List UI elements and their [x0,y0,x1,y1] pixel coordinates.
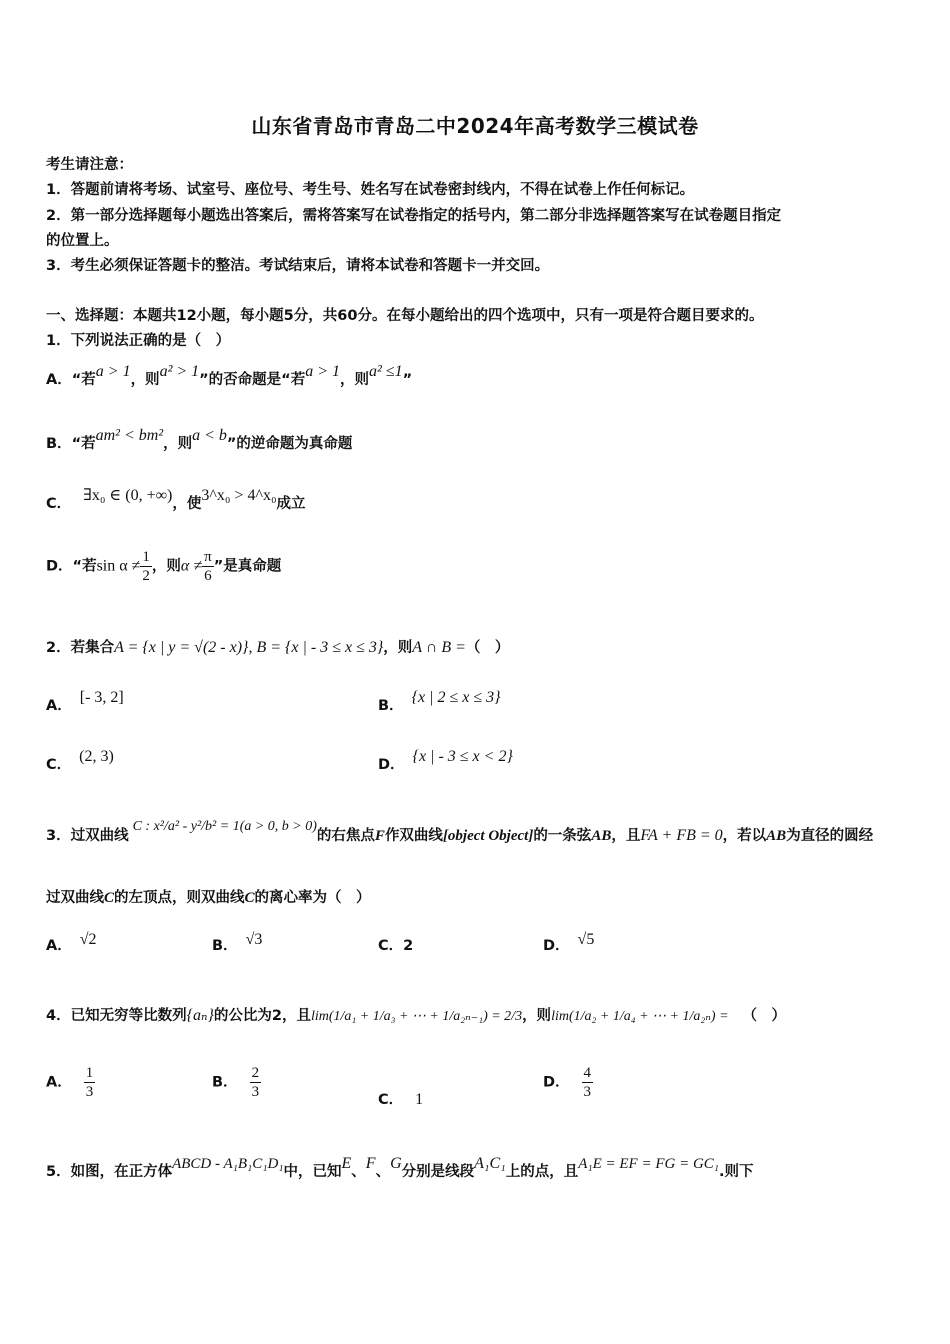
q1-c-label: C． [46,496,72,512]
q3-a-math: √2 [79,931,97,948]
q1-b-math1: am² < bm² [95,427,164,444]
q1-a-math4: a² ≤1 [369,363,403,380]
q1-c-text1: ，使 [172,496,202,512]
q4-text1: 4．已知无穷等比数列 [46,1008,187,1024]
q5-point-g: G [390,1155,402,1172]
q1-d-f1-num: 1 [142,549,150,565]
q3-c-math: 2 [403,938,414,954]
q5-text3: 、 [351,1164,366,1180]
q1-d-math2: α ≠ [180,557,203,575]
q4-option-c [378,1088,423,1109]
q3-line2c: 的离心率为（ ） [254,890,371,906]
q2-b-label: B． [378,698,404,714]
q5-cube: ABCD - A₁B₁C₁D₁ [172,1156,284,1172]
q3-line2b: 的左顶点，则双曲线 [114,890,245,906]
q3-text7: 为直径的圆经 [786,828,874,844]
q4-a-fraction [84,1064,96,1101]
q1-option-b [46,427,353,453]
q3-chord-ab: AB [591,828,612,844]
q2-c-math: (2, 3) [79,748,114,765]
q4-d-den: 3 [583,1084,592,1100]
q1-c-text2: 成立 [276,496,306,512]
q4-option-d [543,1064,593,1101]
q2-sets: A = {x | y = √(2 - x)}, B = {x | - 3 ≤ x ≤ 3} [114,639,384,656]
q1-d-text1: “若 [72,558,97,575]
q1-c-math2: 3^x₀ > 4^x₀ [201,487,277,504]
q3-text6: ，若以 [722,828,767,844]
q4-text4: （ ） [742,1008,787,1024]
q2-text1: 2．若集合 [46,640,115,656]
q5-text7: .则下 [719,1164,754,1180]
q4-b-label: B． [212,1074,238,1091]
q3-text1: 3．过双曲线 [46,828,129,844]
q4-text3: ，则 [522,1008,552,1024]
q5-point-f: F [365,1155,376,1172]
q1-option-c [46,487,306,513]
q3-a-label: A． [46,938,72,954]
q5-segment: A₁C₁ [474,1155,506,1172]
q1-c-math1: ∃x₀ ∈ (0, +∞) [83,487,173,504]
q3-line2a: 过双曲线 [46,890,104,906]
q1-b-math2: a < b [192,427,227,444]
q1-stem: 1．下列说法正确的是（ ） [46,333,231,349]
q1-a-label: A． [46,372,72,388]
q4-d-label: D． [543,1074,570,1091]
q1-d-math1: sin α ≠ [96,557,141,575]
q3-focus-f: F [374,828,385,844]
q5-stem [46,1155,754,1181]
q3-option-c [378,934,413,955]
page-title: 山东省青岛市青岛二中2024年高考数学三模试卷 [251,114,699,138]
q4-b-num: 2 [251,1065,260,1081]
q5-text1: 5．如图，在正方体 [46,1164,173,1180]
q5-point-e: E [341,1155,352,1172]
q4-c-math: 1 [415,1091,424,1108]
q3-stem-line1 [46,819,874,845]
notice-item-3: 3．考生必须保证答题卡的整洁。考试结束后，请将本试卷和答题卡一并交回。 [46,258,550,274]
q1-a-text5: ” [402,372,413,388]
q3-text2: 的右焦点 [316,828,375,844]
q4-a-num: 1 [85,1065,94,1081]
q2-d-label: D． [378,757,405,773]
notice-item-2-cont: 的位置上。 [46,233,119,249]
q4-limit1: lim(1/a₁ + 1/a₃ + ⋯ + 1/a₂ₙ₋₁) = 2/3 [310,1009,523,1024]
q1-d-f1-den: 2 [142,568,150,584]
q3-curve-c: [object Object] [442,828,534,844]
q4-sequence: {aₙ} [186,1007,214,1024]
q4-limit2: lim(1/a₂ + 1/a₄ + ⋯ + 1/a₂ₙ) = [551,1009,729,1024]
notice-item-1: 1．答题前请将考场、试室号、座位号、考生号、姓名写在试卷密封线内，不得在试卷上作任何标记。 [46,182,695,198]
q1-d-fraction1 [140,548,152,585]
q2-text2: ，则 [383,640,413,656]
q1-d-text3: ”是真命题 [213,558,282,575]
q1-b-label: B． [46,436,72,452]
q5-text2: 中，已知 [283,1164,342,1180]
q3-b-label: B． [212,938,238,954]
q2-option-d [378,748,513,774]
q3-c-label: C． [378,938,404,954]
q1-a-math2: a² > 1 [159,363,200,380]
q3-curve-c-2: C [104,890,115,906]
q1-d-f2-num: π [204,549,212,565]
q2-d-math: {x | - 3 ≤ x < 2} [412,748,513,765]
q3-chord-ab-2: AB [766,828,787,844]
q2-b-math: {x | 2 ≤ x ≤ 3} [411,689,501,706]
q1-b-text2: ，则 [163,436,193,452]
section-heading: 一、选择题：本题共12小题，每小题5分，共60分。在每小题给出的四个选项中，只有一项是符合题目要求的。 [46,308,764,324]
q1-d-f2-den: 6 [204,568,212,584]
q1-a-math1: a > 1 [95,363,131,380]
q1-d-text2: ，则 [151,558,181,575]
q4-a-label: A． [46,1074,72,1091]
q1-a-text4: ，则 [340,372,370,388]
q2-stem [46,636,509,657]
q1-a-text1: “若 [71,372,96,388]
q3-option-b [212,931,263,955]
q3-text5: ，且 [611,828,641,844]
q2-a-math: [- 3, 2] [79,689,124,706]
q5-equality: A₁E = EF = FG = GC₁ [578,1156,719,1172]
q1-option-a [46,363,413,389]
q4-b-fraction [250,1064,262,1101]
q5-text5: 分别是线段 [401,1164,475,1180]
q4-b-den: 3 [251,1084,260,1100]
q5-text6: 上的点，且 [505,1164,579,1180]
q1-option-d [46,548,281,585]
q1-d-label: D． [46,558,73,575]
q1-b-text3: ”的逆命题为真命题 [226,436,353,452]
q2-c-label: C． [46,757,72,773]
q4-option-a [46,1064,95,1101]
q3-text4: 的一条弦 [533,828,592,844]
q1-a-text3: ”的否命题是“若 [199,372,306,388]
q3-d-label: D． [543,938,570,954]
q3-b-math: √3 [245,931,263,948]
q1-a-text2: ，则 [130,372,160,388]
q1-b-text1: “若 [71,436,96,452]
q4-option-b [212,1064,261,1101]
q4-d-num: 4 [583,1065,592,1081]
q1-a-math3: a > 1 [305,363,341,380]
q3-text3: 作双曲线 [384,828,443,844]
q3-vector-eq: FA + FB = 0 [640,827,723,844]
q5-text4: 、 [375,1164,391,1180]
q2-text3: （ ） [465,640,510,656]
q2-option-a [46,689,124,715]
q3-option-a [46,931,97,955]
q3-d-math: √5 [577,931,595,948]
q4-text2: 的公比为2，且 [213,1008,311,1024]
notice-item-2: 2．第一部分选择题每小题选出答案后，需将答案写在试卷指定的括号内，第二部分非选择题答案写在试卷题目指定 [46,208,782,224]
q2-option-c [46,748,114,774]
notice-heading: 考生请注意： [46,157,133,173]
q2-a-label: A． [46,698,72,714]
q2-option-b [378,689,501,715]
q1-d-fraction2 [202,548,214,585]
q3-curve-c-3: C [244,890,255,906]
q4-d-fraction [582,1064,594,1101]
q4-a-den: 3 [85,1084,94,1100]
q3-curve: C : x²/a² - y²/b² = 1(a > 0, b > 0) [132,819,317,834]
q2-intersection: A ∩ B = [412,639,466,656]
q3-stem-line2 [46,886,371,907]
q4-c-label: C． [378,1092,404,1108]
q4-stem [46,1004,786,1025]
q3-option-d [543,931,595,955]
